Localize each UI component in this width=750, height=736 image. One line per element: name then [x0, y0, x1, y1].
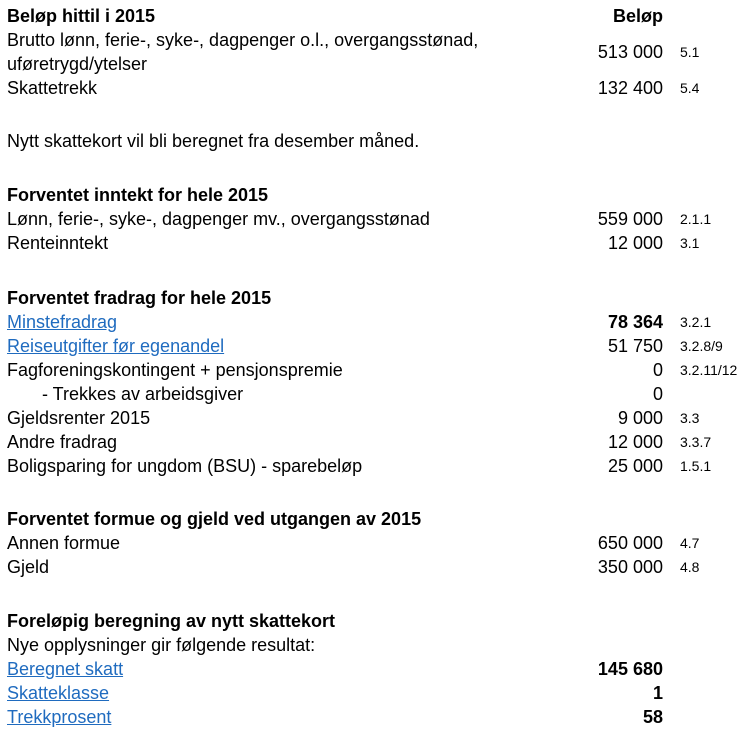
- row-bsu-savings: [0, 454, 750, 478]
- result-intro: [0, 633, 750, 657]
- row-value: 25 000: [607, 456, 663, 476]
- row-value: 650 000: [597, 533, 663, 553]
- section-header-expected-deductions: [0, 286, 750, 310]
- row-label: Boligsparing for ungdom (BSU) - sparebeløp: [7, 456, 363, 476]
- row-label: Renteinntekt: [7, 233, 109, 253]
- row-debt-interest: [0, 406, 750, 430]
- section-header-expected-income: [0, 183, 750, 207]
- result-intro-text: Nye opplysninger gir følgende resultat:: [7, 635, 316, 655]
- row-ref: 5.1: [680, 44, 700, 60]
- calculated-tax-link[interactable]: Beregnet skatt: [7, 659, 124, 679]
- row-value: 350 000: [597, 557, 663, 577]
- section-header-wealth-debt: [0, 507, 750, 531]
- row-ref: 3.3: [680, 410, 700, 426]
- tax-class-link[interactable]: Skatteklasse: [7, 683, 110, 703]
- row-label: Fagforeningskontingent + pensjonspremie: [7, 360, 343, 380]
- row-ref: 2.1.1: [680, 211, 712, 227]
- section-header-amount-so-far: [0, 4, 750, 28]
- row-value: 0: [652, 360, 663, 380]
- row-ref: 3.3.7: [680, 434, 712, 450]
- section-title: Beløp hittil i 2015: [7, 6, 156, 26]
- row-salary-benefits: [0, 207, 750, 231]
- note-text: Nytt skattekort vil bli beregnet fra desember måned.: [7, 131, 420, 151]
- section-header-preliminary-calculation: [0, 609, 750, 633]
- row-debt: [0, 555, 750, 579]
- row-ref: 5.4: [680, 80, 700, 96]
- section-title: Forventet formue og gjeld ved utgangen av 2015: [7, 509, 422, 529]
- row-value: 0: [652, 384, 663, 404]
- section-title: Forventet inntekt for hele 2015: [7, 185, 269, 205]
- row-value: 1: [652, 683, 663, 703]
- row-minimum-deduction: [0, 310, 750, 334]
- row-label: Andre fradrag: [7, 432, 118, 452]
- minimum-deduction-link[interactable]: Minstefradrag: [7, 312, 118, 332]
- row-tax-withholding: [0, 76, 750, 100]
- section-title: Foreløpig beregning av nytt skattekort: [7, 611, 336, 631]
- row-value: 132 400: [597, 78, 663, 98]
- row-label: Lønn, ferie-, syke-, dagpenger mv., overgangsstønad: [7, 209, 430, 229]
- section-title: Forventet fradrag for hele 2015: [7, 288, 272, 308]
- row-value: 9 000: [617, 408, 663, 428]
- row-label: Gjeldsrenter 2015: [7, 408, 151, 428]
- row-travel-expenses: [0, 334, 750, 358]
- row-ref: 3.1: [680, 235, 700, 251]
- row-value: 51 750: [607, 336, 663, 356]
- row-tax-class: [0, 681, 750, 705]
- row-union-pension: [0, 358, 750, 382]
- row-label: - Trekkes av arbeidsgiver: [42, 384, 244, 404]
- row-other-deductions: [0, 430, 750, 454]
- row-gross-salary: [0, 28, 750, 76]
- row-value: 58: [642, 707, 663, 727]
- row-label: Annen formue: [7, 533, 121, 553]
- travel-expenses-link[interactable]: Reiseutgifter før egenandel: [7, 336, 225, 356]
- row-value: 145 680: [597, 659, 663, 679]
- row-label: Brutto lønn, ferie-, syke-, dagpenger o.l., overgangsstønad, uføretrygd/ytelser: [7, 30, 479, 74]
- row-deducted-by-employer: [0, 382, 750, 406]
- row-ref: 4.7: [680, 535, 700, 551]
- row-label: Skattetrekk: [7, 78, 98, 98]
- row-value: 12 000: [607, 233, 663, 253]
- row-ref: 4.8: [680, 559, 700, 575]
- row-value: 12 000: [607, 432, 663, 452]
- row-calculated-tax: [0, 657, 750, 681]
- row-value: 559 000: [597, 209, 663, 229]
- row-ref: 3.2.11/12: [680, 362, 738, 378]
- row-value: 78 364: [607, 312, 663, 332]
- row-ref: 3.2.8/9: [680, 338, 723, 354]
- column-header-amount: Beløp: [612, 6, 663, 26]
- row-ref: 3.2.1: [680, 314, 712, 330]
- row-value: 513 000: [597, 42, 663, 62]
- row-other-wealth: [0, 531, 750, 555]
- row-withholding-percentage: [0, 705, 750, 729]
- row-interest-income: [0, 231, 750, 255]
- new-tax-card-note: [0, 129, 750, 153]
- withholding-percentage-link[interactable]: Trekkprosent: [7, 707, 112, 727]
- row-ref: 1.5.1: [680, 458, 712, 474]
- row-label: Gjeld: [7, 557, 50, 577]
